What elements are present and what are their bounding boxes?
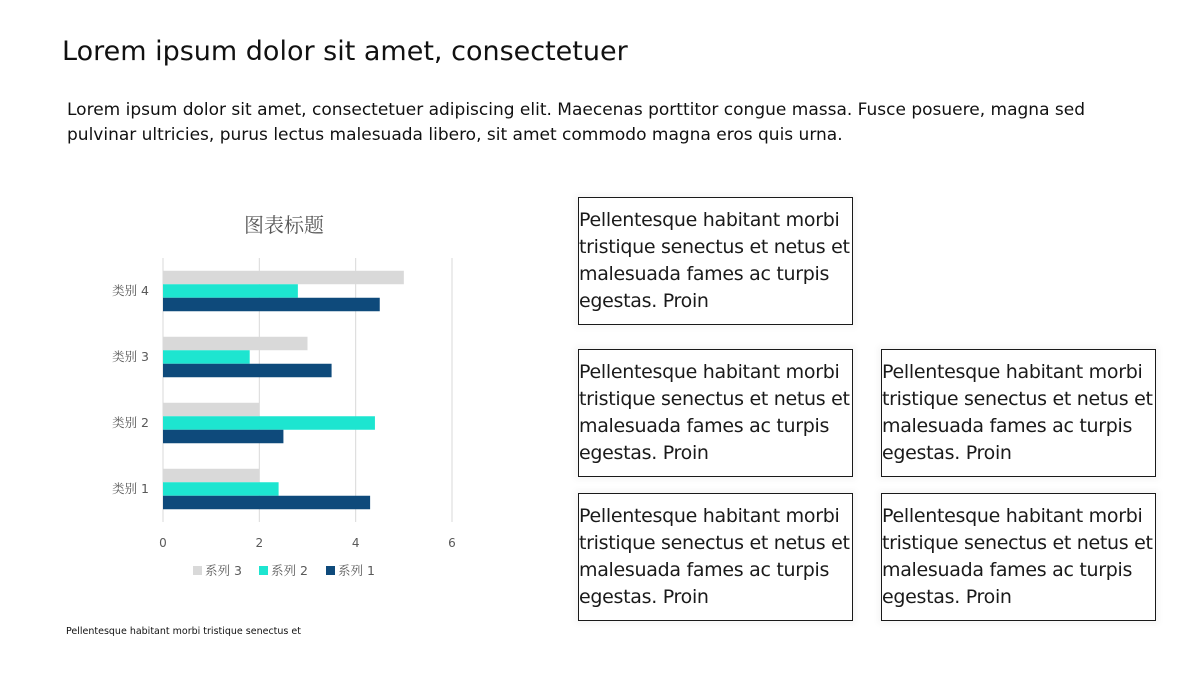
footer-caption: Pellentesque habitant morbi tristique senectus et bbox=[66, 626, 301, 637]
bar-系列1-cat3 bbox=[163, 364, 332, 378]
legend-label: 系列 2 bbox=[271, 563, 308, 578]
legend-label: 系列 3 bbox=[205, 563, 242, 578]
x-tick-label: 4 bbox=[351, 536, 360, 550]
text-box-1: Pellentesque habitant morbi tristique senectus et netus et malesuada fames ac turpis egestas. Proin bbox=[578, 197, 853, 325]
text-box-4: Pellentesque habitant morbi tristique senectus et netus et malesuada fames ac turpis egestas. Proin bbox=[578, 493, 853, 621]
chart-title: 图表标题 bbox=[244, 213, 324, 237]
x-tick-label: 2 bbox=[255, 536, 264, 550]
category-label: 类别 2 bbox=[112, 415, 149, 430]
category-label: 类别 3 bbox=[112, 349, 149, 364]
bar-系列2-cat4 bbox=[163, 284, 298, 298]
x-tick-label: 6 bbox=[448, 536, 456, 550]
legend-label: 系列 1 bbox=[338, 563, 375, 578]
text-box-2: Pellentesque habitant morbi tristique senectus et netus et malesuada fames ac turpis egestas. Proin bbox=[578, 349, 853, 477]
category-label: 类别 1 bbox=[112, 481, 149, 496]
slide-subtitle: Lorem ipsum dolor sit amet, consectetuer adipiscing elit. Maecenas porttitor congue massa. Fusce posuere, magna sed pulvinar ultricies, purus lectus malesuada libero, sit amet commodo magna eros quis urna. bbox=[67, 100, 1085, 145]
text-box-5: Pellentesque habitant morbi tristique senectus et netus et malesuada fames ac turpis egestas. Proin bbox=[881, 493, 1156, 621]
bar-系列1-cat1 bbox=[163, 496, 370, 510]
bar-系列3-cat3 bbox=[163, 337, 308, 351]
bar-系列2-cat3 bbox=[163, 350, 250, 364]
bar-系列3-cat4 bbox=[163, 271, 404, 285]
chart-category-labels bbox=[112, 283, 149, 496]
bar-chart bbox=[70, 200, 490, 600]
chart-tick-labels bbox=[159, 536, 456, 550]
bar-系列2-cat2 bbox=[163, 416, 375, 430]
x-tick-label: 0 bbox=[159, 536, 167, 550]
chart-svg bbox=[70, 200, 490, 600]
bar-系列1-cat2 bbox=[163, 430, 283, 444]
chart-legend bbox=[193, 563, 375, 578]
chart-bars bbox=[163, 271, 404, 510]
category-label: 类别 4 bbox=[112, 283, 149, 298]
legend-swatch bbox=[259, 566, 268, 575]
bar-系列3-cat1 bbox=[163, 469, 259, 483]
bar-系列3-cat2 bbox=[163, 403, 259, 417]
bar-系列2-cat1 bbox=[163, 482, 279, 496]
slide-title: Lorem ipsum dolor sit amet, consectetuer bbox=[62, 36, 628, 67]
legend-swatch bbox=[326, 566, 335, 575]
legend-swatch bbox=[193, 566, 202, 575]
text-box-3: Pellentesque habitant morbi tristique senectus et netus et malesuada fames ac turpis egestas. Proin bbox=[881, 349, 1156, 477]
bar-系列1-cat4 bbox=[163, 298, 380, 312]
